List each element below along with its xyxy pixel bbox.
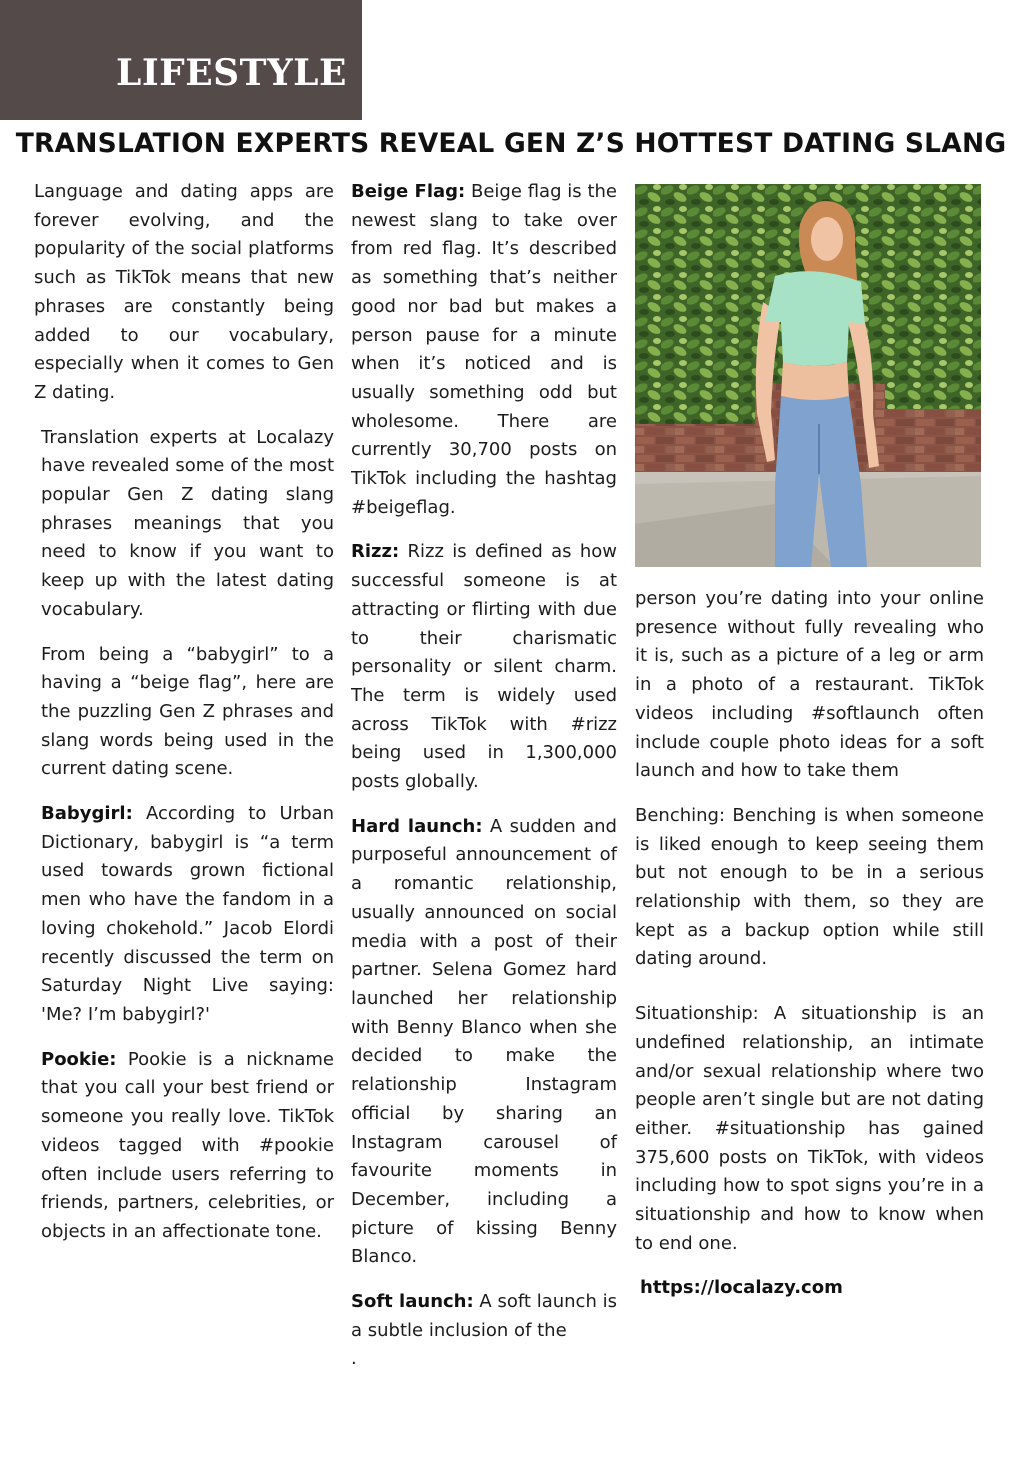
babygirl-paragraph (34, 800, 334, 1030)
woman-photo (635, 184, 981, 567)
intro-paragraph: Language and dating apps are forever evolving, and the popularity of the social platforms such as TikTok means that new phrases are constantly being added to our vocabulary, especially when it comes to Gen Z dating. (34, 181, 334, 403)
beige-flag-term: Beige Flag: (351, 181, 466, 202)
hard-launch-paragraph (351, 813, 617, 1272)
benching-paragraph: Benching: Benching is when someone is liked enough to keep seeing them but not enough to be in a serious relationship with them, so they are kept as a backup option while still dating around. (635, 804, 984, 970)
babygirl-text: According to Urban Dictionary, babygirl is “a term used towards grown fictional men who have the fandom in a loving chokehold.” Jacob Elordi recently discussed the term on Saturday Night Live saying: 'Me? I’m babygirl?' (41, 803, 334, 1025)
section-label: LIFESTYLE (116, 52, 347, 94)
experts-paragraph: Translation experts at Localazy have revealed some of the most popular Gen Z dating slang phrases meanings that you need to know if you want to keep up with the latest dating vocabulary. (41, 426, 334, 620)
beige-flag-text: Beige flag is the newest slang to take over from red flag. It’s described as something that’s neither good nor bad but makes a person pause for a minute when it’s noticed and is usually something odd but wholesome. There are currently 30,700 posts on TikTok including the hashtag #beigeflag. (351, 181, 617, 518)
soft-launch-text-a: A soft launch is a subtle inclusion of the (351, 1291, 617, 1341)
from-being-paragraph: From being a “babygirl” to a having a “beige flag”, here are the puzzling Gen Z phrases and slang words being used in the current dating scene. (41, 643, 334, 780)
rizz-term: Rizz: (351, 541, 400, 563)
section-banner (0, 0, 362, 120)
soft-launch-term: Soft launch: (351, 1291, 474, 1313)
babygirl-term: Babygirl: (41, 803, 133, 825)
article-headline: TRANSLATION EXPERTS REVEAL GEN Z’S HOTTEST DATING SLANG (15, 128, 1007, 159)
column-2 (351, 178, 617, 1374)
situationship-paragraph: Situationship: A situationship is an undefined relationship, an intimate and/or sexual relationship where two people aren’t single but are not dating either. #situationship has gained 375,600 posts on TikTok, with videos including how to spot signs you’re in a situationship and how to know when to end one. (635, 1003, 984, 1254)
soft-launch-paragraph (351, 1288, 617, 1345)
column-1 (34, 178, 334, 1247)
hard-launch-term: Hard launch: (351, 815, 483, 837)
localazy-link[interactable]: https://localazy.com (640, 1277, 843, 1299)
soft-launch-continued: person you’re dating into your online presence without fully revealing who it is, such as a picture of a leg or arm in a photo of a restaurant. TikTok videos including #softlaunch often include couple photo ideas for a soft launch and how to take them (635, 588, 984, 782)
rizz-text: Rizz is defined as how successful someone is at attracting or flirting with due to their charismatic personality or silent charm. The term is widely used across TikTok with #rizz being used in 1,300,000 posts globally. (351, 541, 617, 793)
beige-flag-paragraph (351, 178, 617, 522)
pookie-term: Pookie: (41, 1048, 117, 1070)
hard-launch-text: A sudden and purposeful announcement of a romantic relationship, usually announced on social media with a post of their partner. Selena Gomez hard launched her relationship with Benny Blanco when she decided to make the relationship Instagram official by sharing an Instagram carousel of favourite moments in December, including a picture of kissing Benny Blanco. (351, 815, 617, 1268)
pookie-paragraph (34, 1046, 334, 1247)
column-3 (635, 178, 984, 1303)
rizz-paragraph (351, 538, 617, 796)
stray-dot: . (351, 1348, 357, 1370)
pookie-text: Pookie is a nickname that you call your best friend or someone you really love. TikTok videos tagged with #pookie often include users referring to friends, partners, celebrities, or objects in an affectionate tone. (41, 1048, 334, 1242)
